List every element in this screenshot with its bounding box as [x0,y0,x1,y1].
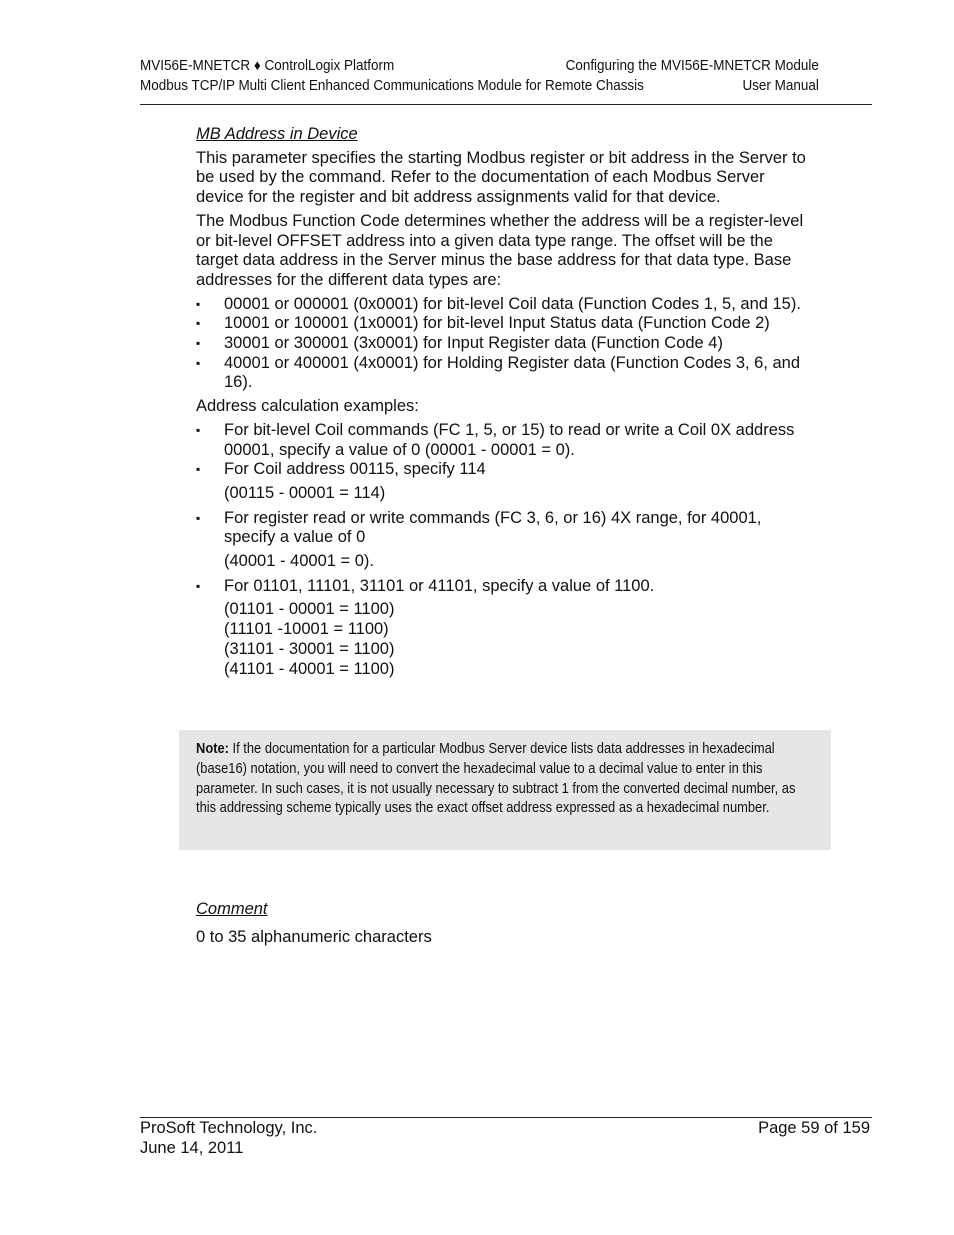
calc-line: (11101 -10001 = 1100) [224,620,389,639]
list-item: ▪ 10001 or 100001 (1x0001) for bit-level Input Status data (Function Code 2) [196,314,816,334]
list-item: ▪ For register read or write commands (FC 3, 6, or 16) 4X range, for 40001, specify a value of 0 [196,509,816,548]
example-list [196,509,816,548]
header-doc-type: User Manual [742,77,819,94]
main-content [196,125,816,684]
example-list [196,421,816,480]
list-item: ▪ 00001 or 000001 (0x0001) for bit-level Coil data (Function Codes 1, 5, and 15). [196,295,816,315]
header-product-line: MVI56E-MNETCR ♦ ControlLogix Platform [140,58,395,74]
footer-date: June 14, 2011 [140,1138,244,1157]
list-item: ▪ For bit-level Coil commands (FC 1, 5, or 15) to read or write a Coil 0X address 00001, specify a value of 0 (00001 - 00001 = 0). [196,421,816,460]
example-calculation [196,484,816,504]
note-text: If the documentation for a particular Modbus Server device lists data addresses in hexadecimal (base16) notation, you will need to convert the hexadecimal value to a decimal value to enter in this parameter. In such cases, it is not usually necessary to subtract 1 from the converted decimal number, as this addressing scheme typically uses the exact offset address expressed as a hexadecimal number. [196,740,796,817]
paragraph-description: This parameter specifies the starting Modbus register or bit address in the Server to be used by the command. Refer to the documentation of each Modbus Server device for the register and bit address assignments valid for that device. [196,148,806,207]
example-calculation [196,600,816,679]
example-calculation [196,552,816,572]
calc-line: (31101 - 30001 = 1100) [224,639,395,658]
list-item: ▪ For Coil address 00115, specify 114 [196,460,816,480]
list-item: ▪ 30001 or 300001 (3x0001) for Input Register data (Function Code 4) [196,334,816,354]
examples-heading: Address calculation examples: [196,397,419,416]
footer-divider [140,1117,872,1118]
footer-company: ProSoft Technology, Inc. [140,1119,318,1137]
header-divider [140,104,872,105]
section-title-mb-address: MB Address in Device [196,125,358,143]
section-title-comment: Comment [196,900,268,918]
calc-line: (41101 - 40001 = 1100) [224,659,395,678]
comment-section [196,897,432,949]
note-box [179,730,831,850]
comment-description: 0 to 35 alphanumeric characters [196,928,432,946]
paragraph-function-code: The Modbus Function Code determines whether the address will be a register-level or bit-level OFFSET address into a given data type range. The offset will be the target data address in the Server minus the base address for that data type. Base addresses for the different data types are: [196,211,804,289]
header-chapter-title: Configuring the MVI56E-MNETCR Module [565,58,819,74]
list-item: ▪ For 01101, 11101, 31101 or 41101, specify a value of 1100. [196,577,816,597]
calc-line: (00115 - 00001 = 114) [224,483,386,502]
list-item: ▪ 40001 or 400001 (4x0001) for Holding Register data (Function Codes 3, 6, and 16). [196,354,816,393]
page-header [140,57,819,96]
note-label: Note: [196,740,229,757]
example-list [196,577,816,597]
page-footer [140,1119,870,1158]
footer-page-number: Page 59 of 159 [758,1119,870,1137]
note-content [196,739,815,818]
base-address-list [196,295,816,394]
calc-line: (40001 - 40001 = 0). [224,552,374,571]
calc-line: (01101 - 00001 = 1100) [224,600,395,619]
header-product-description: Modbus TCP/IP Multi Client Enhanced Communications Module for Remote Chassis [140,77,644,94]
